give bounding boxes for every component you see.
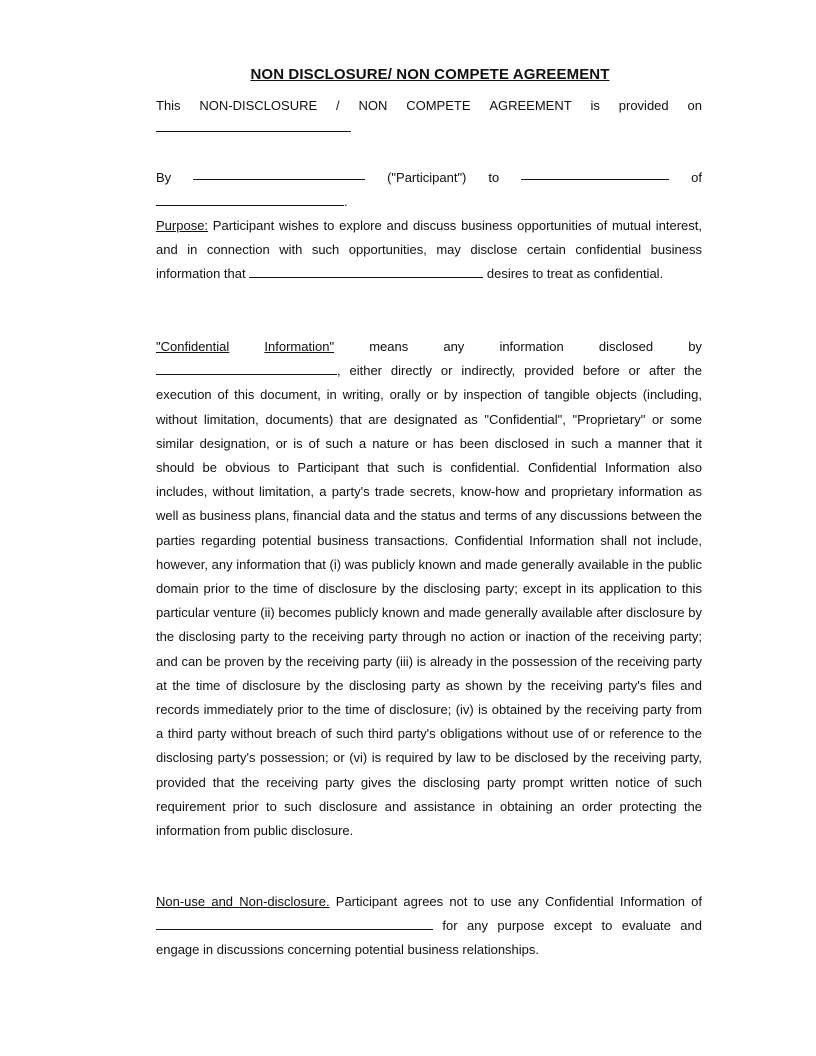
participant-label: ("Participant") bbox=[387, 170, 467, 185]
confidential-word: any bbox=[443, 339, 465, 354]
disclosing-party-blank[interactable] bbox=[249, 264, 483, 278]
intro-word: AGREEMENT bbox=[489, 98, 572, 113]
nonuse-text-2: for any purpose except to evaluate and engage in discussions concerning potential business relationships. bbox=[156, 918, 702, 958]
by-line bbox=[156, 166, 702, 190]
intro-paragraph bbox=[156, 94, 702, 132]
address-blank[interactable] bbox=[156, 192, 344, 206]
confidential-text bbox=[156, 359, 702, 843]
confidential-heading-word-2: Information" bbox=[264, 339, 335, 354]
intro-word: NON bbox=[358, 98, 388, 113]
nonuse-party-blank[interactable] bbox=[156, 916, 433, 930]
date-line bbox=[156, 118, 702, 132]
intro-word: is bbox=[590, 98, 600, 113]
confidential-heading-word-1: "Confidential bbox=[156, 339, 230, 354]
confidential-paragraph bbox=[156, 335, 702, 843]
nonuse-heading: Non-use and Non-disclosure. bbox=[156, 894, 330, 909]
confidential-first-line bbox=[156, 335, 702, 359]
purpose-paragraph bbox=[156, 214, 702, 287]
nonuse-of: of bbox=[691, 894, 702, 909]
participant-name-blank[interactable] bbox=[193, 166, 365, 180]
date-blank[interactable] bbox=[156, 118, 351, 132]
intro-word: / bbox=[336, 98, 340, 113]
intro-line bbox=[156, 94, 702, 118]
intro-word: This bbox=[156, 98, 181, 113]
nonuse-text-1: Participant agrees not to use any Confidential Information bbox=[329, 894, 685, 909]
purpose-text bbox=[156, 214, 702, 287]
address-line bbox=[156, 190, 702, 214]
by-paragraph bbox=[156, 166, 702, 214]
confidential-word: information bbox=[499, 339, 564, 354]
intro-word: COMPETE bbox=[406, 98, 471, 113]
purpose-text-2: desires to treat as confidential. bbox=[486, 266, 664, 282]
nonuse-text bbox=[156, 890, 702, 963]
purpose-text-1: Participant wishes to explore and discuss business opportunities of mutual interest, and in connection with such opportunities, may disclose certain confidential business information that bbox=[156, 218, 702, 282]
disclosing-party-blank-2[interactable] bbox=[156, 361, 337, 375]
confidential-word: disclosed bbox=[598, 339, 654, 354]
purpose-heading: Purpose: bbox=[156, 218, 209, 233]
confidential-word: by bbox=[688, 339, 702, 354]
document-title: NON DISCLOSURE/ NON COMPETE AGREEMENT bbox=[250, 66, 610, 83]
by-label: By bbox=[156, 170, 172, 185]
intro-word: on bbox=[687, 98, 702, 113]
intro-word: NON-DISCLOSURE bbox=[199, 98, 318, 113]
company-name-blank[interactable] bbox=[521, 166, 669, 180]
address-period: . bbox=[344, 194, 348, 210]
intro-word: provided bbox=[618, 98, 669, 113]
nonuse-paragraph bbox=[156, 890, 702, 963]
confidential-heading-2 bbox=[264, 335, 334, 359]
to-label: to bbox=[488, 170, 500, 185]
of-label: of bbox=[691, 170, 702, 185]
confidential-word: means bbox=[369, 339, 409, 354]
confidential-body: , either directly or indirectly, provided before or after the execution of this document, in writing, orally or by inspection of tangible objects (including, without limitation, documents) that are designated as "Confidential", "Proprietary" or some similar designation, or is of such a nature or has been disclosed in such a manner that it should be obvious to Participant that such is confidential. Confidential Information also includes, without limitation, a party's trade secrets, know-how and proprietary information as well as business plans, financial data and the status and terms of any discussions between the parties regarding potential business transactions. Confidential Information shall not include, however, any information that (i) was publicly known and made generally available in the public domain prior to the time of disclosure by the disclosing party; except in its application to this particular venture (ii) becomes publicly known and made generally available after disclosure by the disclosing party to the receiving party through no action or inaction of the receiving party; and can be proven by the receiving party (iii) is already in the possession of the receiving party at the time of disclosure by the disclosing party as shown by the receiving party's files and records immediately prior to the time of disclosure; (iv) is obtained by the receiving party from a third party without breach of such third party's obligations without use of or reference to the disclosing party's possession; or (vi) is required by law to be disclosed by the receiving party, provided that the receiving party gives the disclosing party prompt written notice of such requirement prior to such disclosure and assistance in obtaining an order protecting the information from public disclosure. bbox=[156, 363, 702, 839]
confidential-heading bbox=[156, 335, 229, 359]
